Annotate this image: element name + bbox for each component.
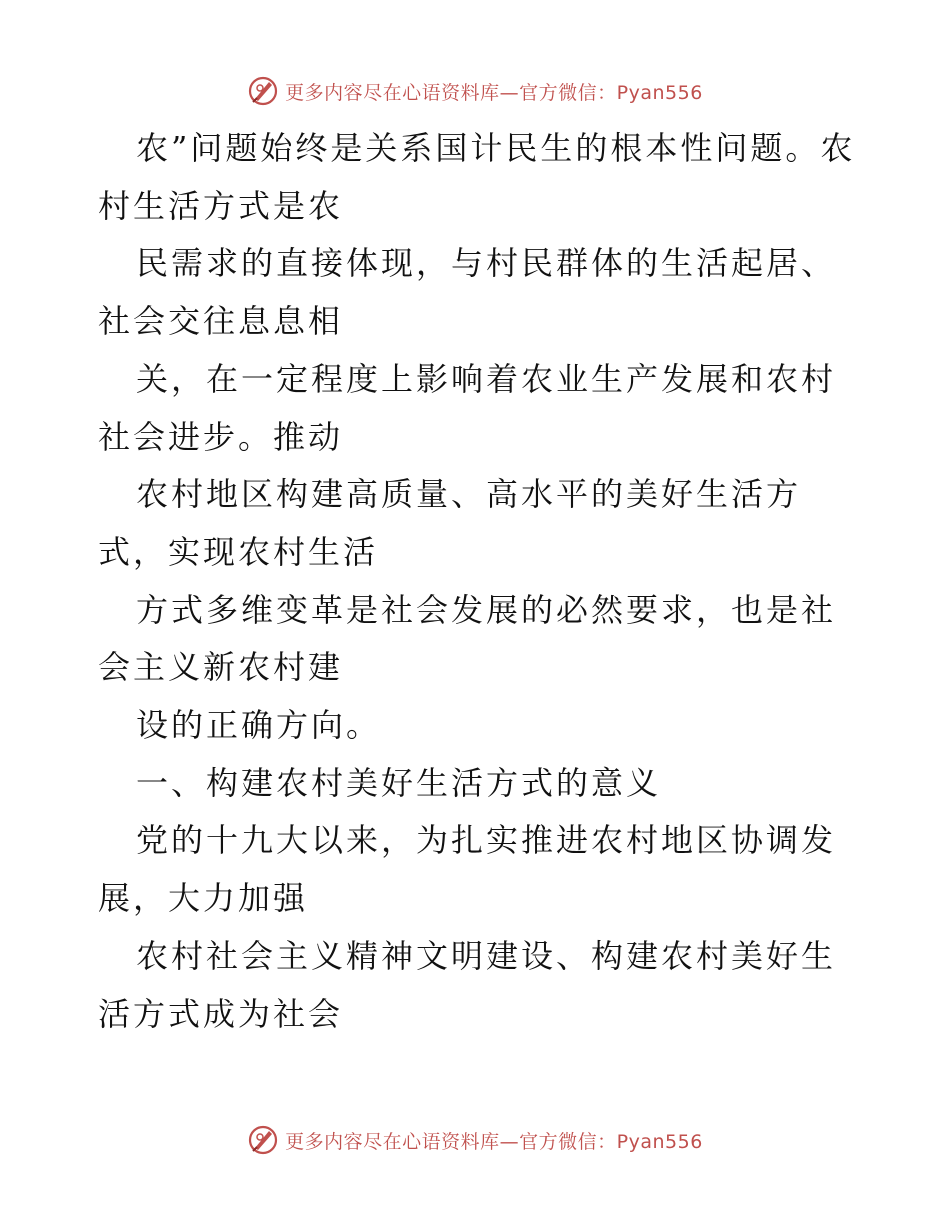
paragraph-8: 农村社会主义精神文明建设、构建农村美好生活方式成为社会 xyxy=(98,936,837,1033)
paragraph-1: 农”问题始终是关系国计民生的根本性问题。农村生活方式是农 xyxy=(98,129,856,225)
section-heading: 一、构建农村美好生活方式的意义 xyxy=(136,763,662,802)
paragraph-3: 关，在一定程度上影响着农业生产发展和农村社会进步。推动 xyxy=(98,359,837,456)
document-body xyxy=(98,120,858,1043)
paragraph-5: 方式多维变革是社会发展的必然要求，也是社会主义新农村建 xyxy=(98,590,837,687)
footer-banner-text: 更多内容尽在心语资料库—官方微信：Pyan556 xyxy=(285,1130,703,1153)
paragraph-6: 设的正确方向。 xyxy=(136,706,382,745)
footer-banner xyxy=(0,1120,950,1160)
quill-pen-logo-icon xyxy=(247,75,279,107)
paragraph-7: 党的十九大以来，为扎实推进农村地区协调发展，大力加强 xyxy=(98,821,837,918)
quill-pen-logo-icon xyxy=(247,1124,279,1156)
header-banner-text: 更多内容尽在心语资料库—官方微信：Pyan556 xyxy=(285,81,703,104)
paragraph-2: 民需求的直接体现，与村民群体的生活起居、社会交往息息相 xyxy=(98,244,837,341)
header-banner xyxy=(0,71,950,111)
paragraph-4: 农村地区构建高质量、高水平的美好生活方式，实现农村生活 xyxy=(98,475,802,571)
